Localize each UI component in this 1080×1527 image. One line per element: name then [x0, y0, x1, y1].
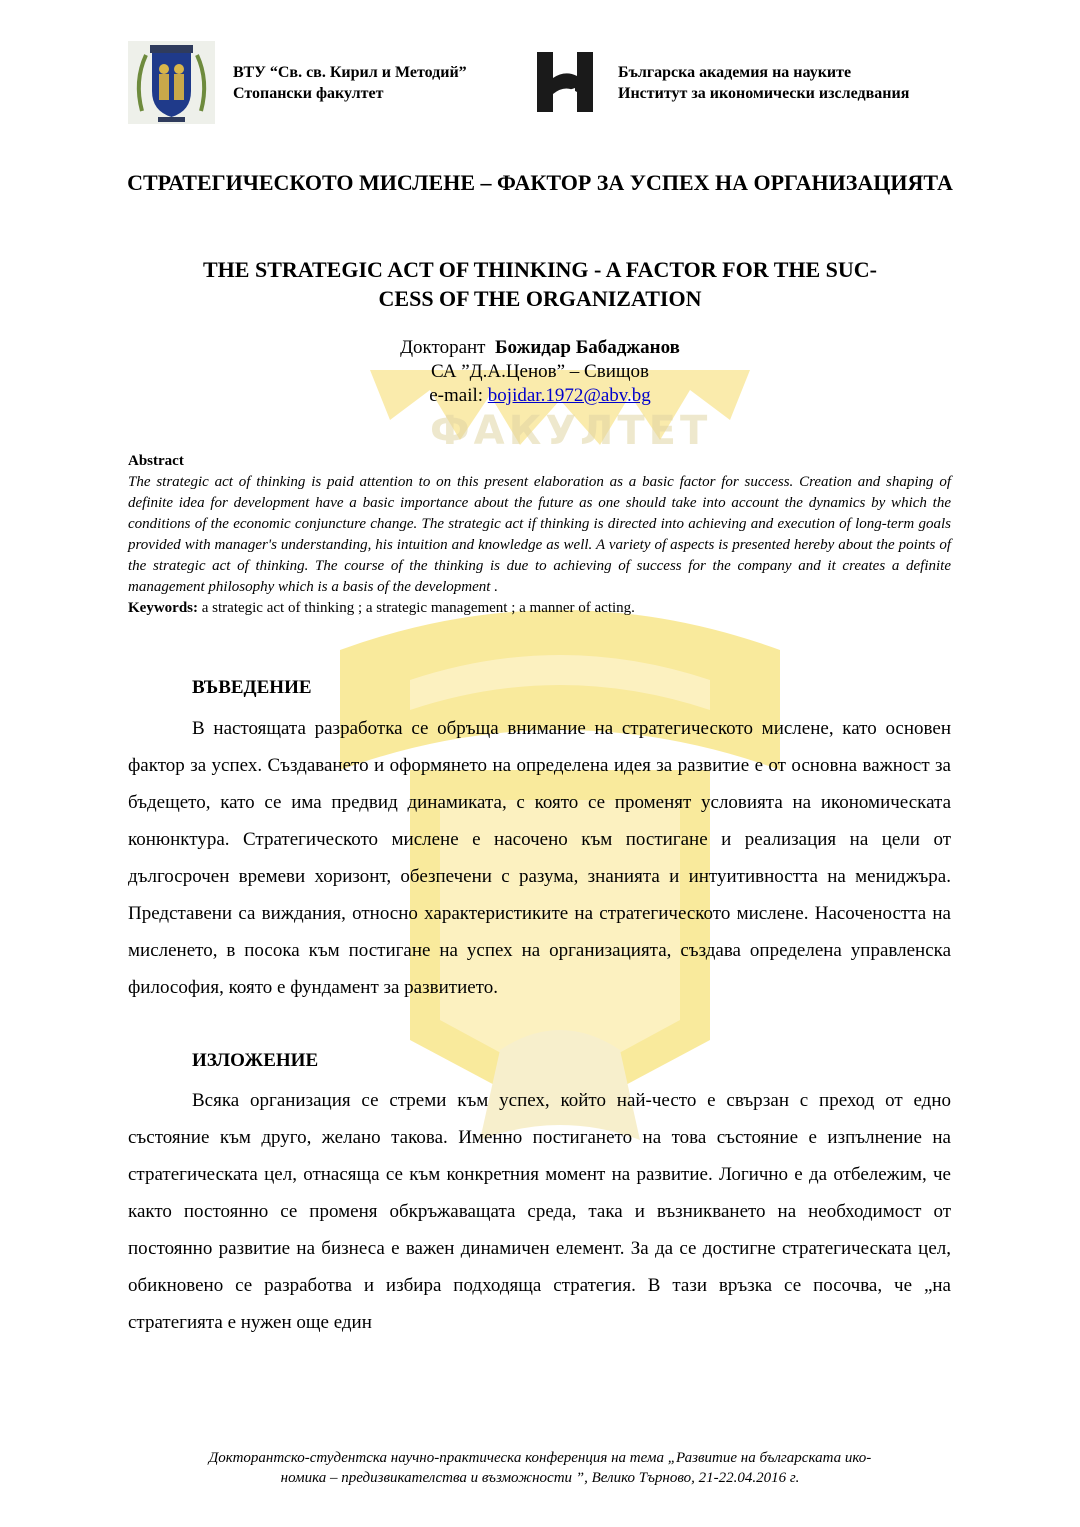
keywords-text: a strategic act of thinking ; a strategic management ; a manner of acting. [201, 600, 635, 616]
section-heading-introduction: ВЪВЕДЕНИЕ [192, 677, 312, 698]
watermark-text: ФАКУЛТЕТ [430, 408, 712, 454]
header-right [618, 62, 909, 104]
title-english-line1: THE STRATEGIC ACT OF THINKING - A FACTOR FOR THE SUC- [203, 257, 877, 282]
abstract-heading: Abstract [128, 453, 184, 469]
university-name: ВТУ “Св. св. Кирил и Методий” [233, 64, 467, 81]
institute-name: Институт за икономически изследвания [618, 85, 910, 102]
header-left [233, 62, 467, 104]
abstract-text: The strategic act of thinking is paid attention to on this present elaboration as a basic factor for success. Creation and shaping of definite idea for development have a basic importance about the future as one should take into account the dynamics by which the conditions of the economic conjuncture change. The strategic act if thinking is directed into achieving and execution of long-term goals provided with manager's understanding, his intuition and knowledge as well. A variety of aspects is presented hereby about the points of the strategic act of thinking. The course of the thinking is due to achieving of success for the company and it creates a definite management philosophy which is a basis of the development . [128, 474, 951, 595]
title-english-line2: CESS OF THE ORGANIZATION [378, 286, 702, 311]
keywords-label: Keywords: [128, 600, 198, 616]
institute-logo-icon [535, 48, 595, 116]
email-link[interactable]: bojidar.1972@abv.bg [487, 385, 651, 406]
author-name: Божидар Бабаджанов [494, 337, 680, 358]
keywords-line [128, 598, 951, 619]
author-role: Докторант [400, 337, 486, 358]
author-block [300, 336, 780, 408]
faculty-name: Стопански факултет [233, 85, 384, 102]
title-english [100, 255, 980, 313]
university-seal-icon [128, 41, 215, 124]
section-text-introduction: В настоящата разработка се обръща внимание на стратегическото мислене, като основен фактор за успех. Създаването и оформянето на определена идея за развитие е от основна важност за бъдещето, като се има предвид динамиката, с която се променят условията на икономическата конюнктура. Стратегическото мислене е насочено към постигане и реализация на цели от дългосрочен времеви хоризонт, обезпечени с разума, знанията и интуитивността на мениджъра. Представени са виждания, относно характеристиките на стратегическото мислене. Насочеността на мисленето, в посока към постигане на успех на организацията, създава определена управленска философия, която е фундамент за развитието. [128, 718, 951, 998]
footer-line2: номика – предизвикателства и възможности ”, Велико Търново, 21-22.04.2016 г. [280, 1470, 800, 1486]
email-label: e-mail: [429, 385, 484, 406]
footer-line1: Докторантско-студентска научно-практическа конференция на тема „Развитие на българската ико- [208, 1450, 872, 1466]
author-affiliation: СА ”Д.А.Ценов” – Свищов [431, 361, 649, 382]
author-email-line [300, 384, 780, 408]
page-footer [120, 1448, 960, 1488]
abstract-block [128, 451, 951, 619]
academy-name: Българска академия на науките [618, 64, 852, 81]
section-text-exposition: Всяка организация се стреми към успех, който най-често е свързан с преход от едно състояние към друго, желано такова. Именно постигането на това състояние е изпълнение на стратегическата цел, отнасяща се към конкретния момент на развитие. Логично е да отбележим, че както постоянно се променя обкръжаващата среда, така и възникването на необходимост от постоянно развитие на бизнеса е важен динамичен елемент. За да се достигне стратегическата цел, обикновено се разработва и избира подходяща стратегия. В тази връзка се посочва, че „на стратегията е нужен още един [128, 1090, 951, 1333]
university-seal-logo [128, 41, 215, 124]
title-bulgarian: СТРАТЕГИЧЕСКОТО МИСЛЕНЕ – ФАКТОР ЗА УСПЕХ НА ОРГАНИЗАЦИЯТА [127, 170, 953, 195]
author-line [300, 336, 780, 360]
institute-logo [535, 48, 595, 116]
section-heading-exposition: ИЗЛОЖЕНИЕ [192, 1050, 319, 1071]
